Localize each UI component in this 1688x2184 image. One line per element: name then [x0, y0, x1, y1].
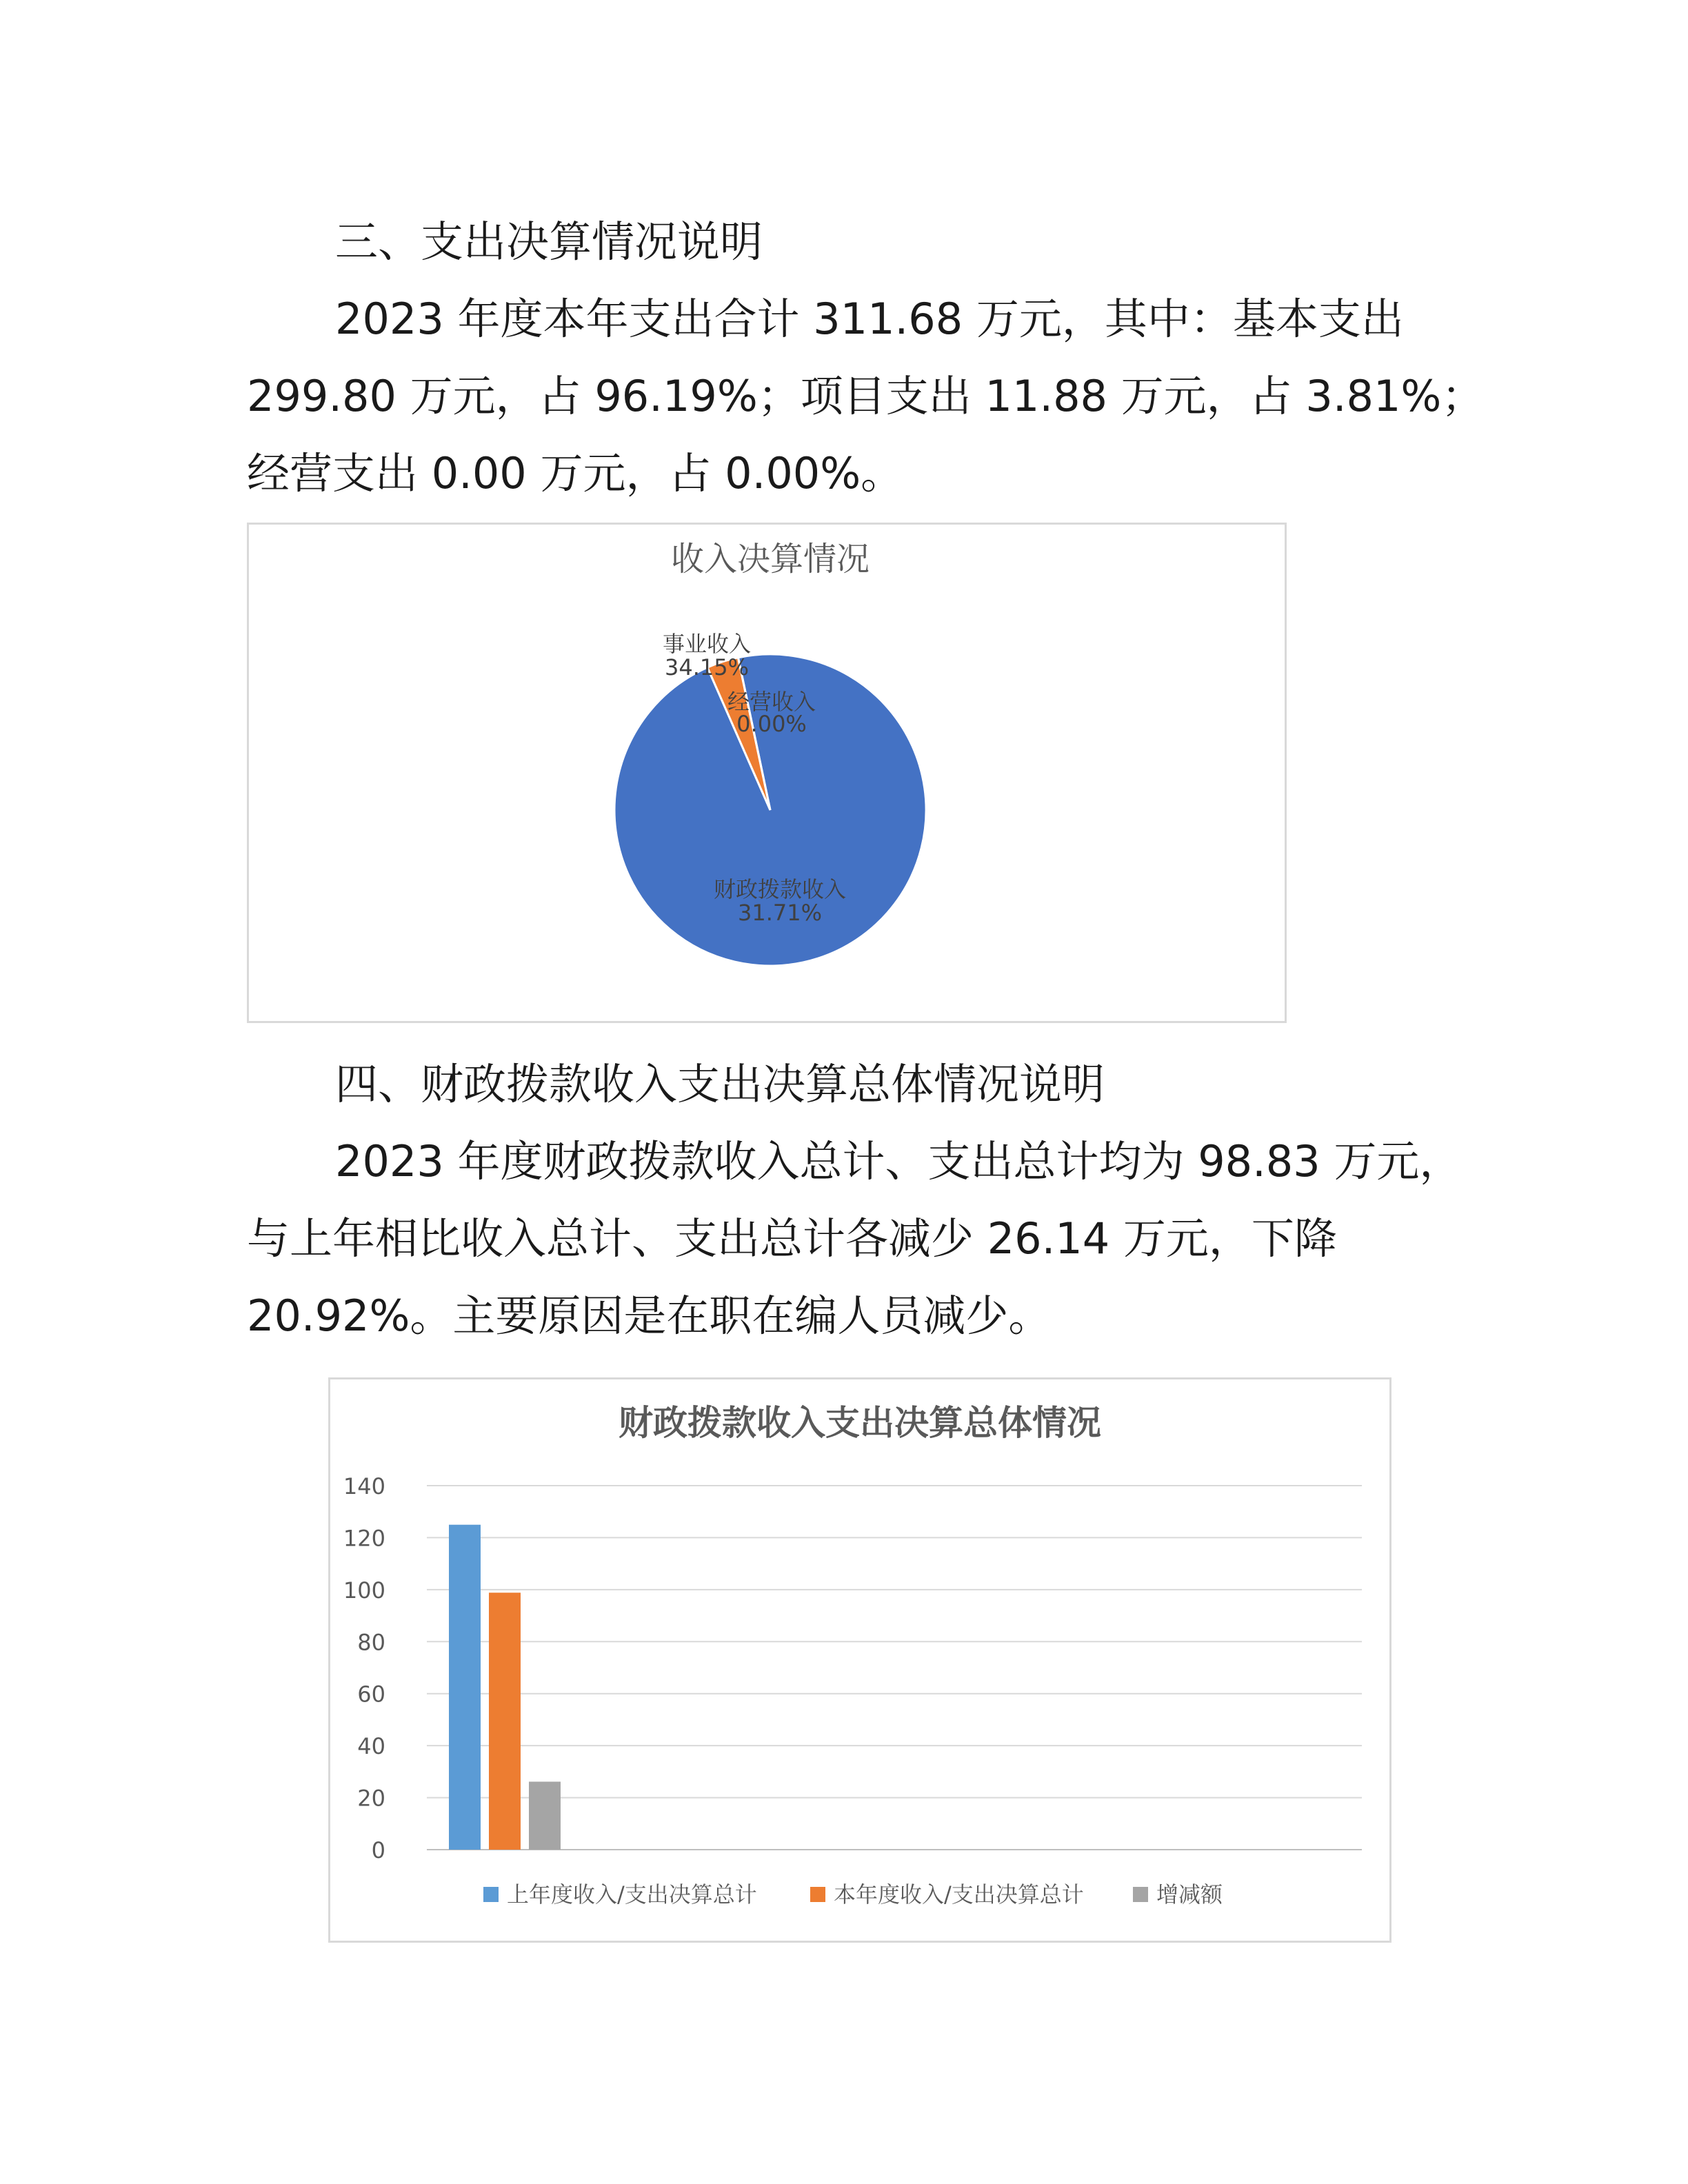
pie-label-caizheng-pct: 31.71%	[737, 900, 823, 926]
section3-heading: 三、支出决算情况说明	[335, 216, 763, 267]
bar-chart	[330, 1379, 1389, 1941]
pie-label-shiye-name: 事业收入	[662, 631, 752, 657]
bar-last-year	[449, 1525, 481, 1850]
bar-chart-bars	[449, 1525, 561, 1850]
bar-chart-title: 财政拨款收入支出决算总体情况	[619, 1403, 1101, 1443]
y-tick-label: 80	[357, 1629, 385, 1656]
bar-chart-y-axis	[343, 1473, 385, 1863]
pie-label-caizheng-name: 财政拨款收入	[713, 876, 847, 902]
pie-chart-frame	[247, 523, 1287, 1023]
legend-label: 增减额	[1156, 1881, 1223, 1908]
y-tick-label: 100	[343, 1577, 385, 1604]
pie-chart-title: 收入决算情况	[670, 540, 870, 578]
pie-label-jingying-name: 经营收入	[727, 689, 816, 715]
legend-swatch	[483, 1887, 499, 1902]
y-tick-label: 60	[357, 1681, 385, 1708]
pie-chart	[249, 525, 1285, 1021]
y-tick-label: 40	[357, 1733, 385, 1760]
legend-label: 上年度收入/支出决算总计	[507, 1881, 757, 1908]
y-tick-label: 0	[371, 1837, 385, 1863]
section3-line-2: 299.80 万元，占 96.19%；项目支出 11.88 万元，占 3.81%；	[247, 371, 1485, 421]
y-tick-label: 20	[357, 1785, 385, 1812]
pie-label-jingying-pct: 0.00%	[736, 711, 807, 737]
y-tick-label: 140	[343, 1473, 385, 1499]
section4-line-2: 与上年相比收入总计、支出总计各减少 26.14 万元，下降	[247, 1213, 1337, 1264]
legend-swatch	[1133, 1887, 1148, 1902]
legend-swatch	[810, 1887, 825, 1902]
section3-line-1: 2023 年度本年支出合计 311.68 万元，其中：基本支出	[335, 294, 1404, 344]
y-tick-label: 120	[343, 1525, 385, 1552]
section4-line-3: 20.92%。主要原因是在职在编人员减少。	[247, 1291, 1052, 1341]
bar-chart-frame	[328, 1377, 1391, 1943]
legend-label: 本年度收入/支出决算总计	[834, 1881, 1084, 1908]
section4-line-1: 2023 年度财政拨款收入总计、支出总计均为 98.83 万元，	[335, 1136, 1463, 1186]
bar-change	[529, 1781, 561, 1850]
pie-label-shiye-pct: 34.15%	[664, 654, 750, 680]
bar-chart-gridlines	[427, 1486, 1362, 1850]
section3-line-3: 经营支出 0.00 万元，占 0.00%。	[247, 448, 904, 498]
bar-chart-legend	[483, 1881, 1223, 1908]
section4-heading: 四、财政拨款收入支出决算总体情况说明	[335, 1059, 1105, 1109]
bar-this-year	[489, 1593, 521, 1850]
